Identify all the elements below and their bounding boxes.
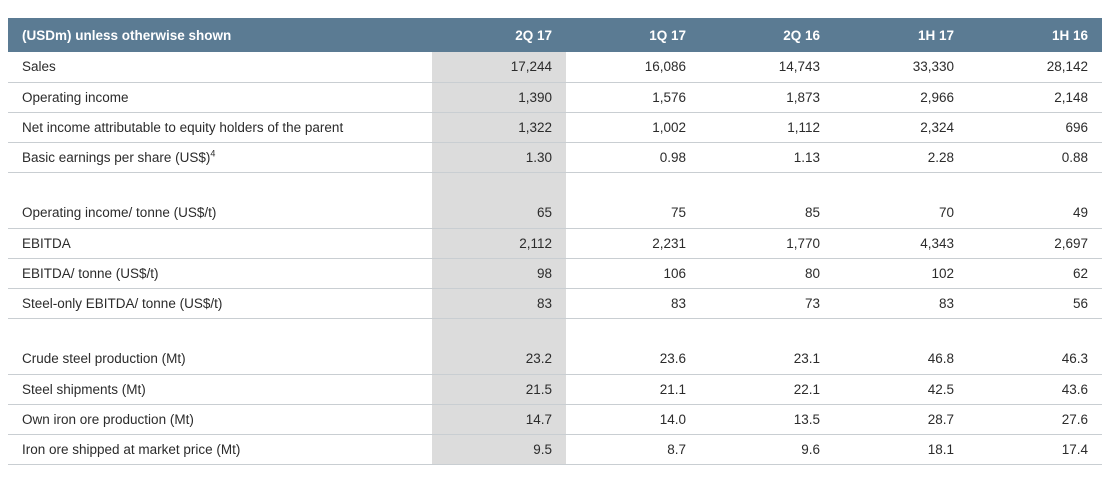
data-cell: 65 (432, 198, 566, 228)
footnote-marker: 4 (210, 148, 216, 158)
data-cell: 9.5 (432, 434, 566, 464)
data-cell: 9.6 (700, 434, 834, 464)
data-cell: 2,697 (968, 228, 1102, 258)
data-cell: 83 (834, 288, 968, 318)
spacer-cell (566, 172, 700, 198)
column-header-2q17: 2Q 17 (432, 18, 566, 52)
data-cell: 2,148 (968, 82, 1102, 112)
row-label: Steel shipments (Mt) (8, 374, 432, 404)
table-row (8, 374, 1102, 404)
row-label: Operating income (8, 82, 432, 112)
table-row (8, 288, 1102, 318)
data-cell: 70 (834, 198, 968, 228)
table-row (8, 404, 1102, 434)
data-cell: 14,743 (700, 52, 834, 82)
data-cell: 33,330 (834, 52, 968, 82)
row-label: Iron ore shipped at market price (Mt) (8, 434, 432, 464)
table-row (8, 112, 1102, 142)
data-cell: 23.1 (700, 344, 834, 374)
data-cell: 49 (968, 198, 1102, 228)
spacer-cell (566, 318, 700, 344)
data-cell: 83 (432, 288, 566, 318)
data-cell: 2,112 (432, 228, 566, 258)
data-cell: 62 (968, 258, 1102, 288)
spacer-cell (834, 318, 968, 344)
table-spacer-row (8, 172, 1102, 198)
column-header-label: (USDm) unless otherwise shown (8, 18, 432, 52)
data-cell: 43.6 (968, 374, 1102, 404)
row-label: Basic earnings per share (US$)$^4$ (8, 142, 432, 172)
data-cell: 13.5 (700, 404, 834, 434)
data-cell: 14.0 (566, 404, 700, 434)
data-cell: 46.8 (834, 344, 968, 374)
data-cell: 56 (968, 288, 1102, 318)
data-cell: 23.2 (432, 344, 566, 374)
financial-summary-table (8, 18, 1102, 465)
data-cell: 73 (700, 288, 834, 318)
row-label: EBITDA (8, 228, 432, 258)
row-label: Operating income/ tonne (US$/t) (8, 198, 432, 228)
data-cell: 0.98 (566, 142, 700, 172)
table-body (8, 52, 1102, 464)
spacer-cell (834, 172, 968, 198)
data-cell: 8.7 (566, 434, 700, 464)
column-header-2q16: 2Q 16 (700, 18, 834, 52)
table-row (8, 344, 1102, 374)
data-cell: 1,322 (432, 112, 566, 142)
row-label: Sales (8, 52, 432, 82)
data-cell: 21.1 (566, 374, 700, 404)
table-row (8, 142, 1102, 172)
spacer-cell (432, 318, 566, 344)
data-cell: 1.13 (700, 142, 834, 172)
data-cell: 2,231 (566, 228, 700, 258)
data-cell: 102 (834, 258, 968, 288)
row-label: EBITDA/ tonne (US$/t) (8, 258, 432, 288)
data-cell: 106 (566, 258, 700, 288)
row-label: Crude steel production (Mt) (8, 344, 432, 374)
row-label: Steel-only EBITDA/ tonne (US$/t) (8, 288, 432, 318)
data-cell: 22.1 (700, 374, 834, 404)
data-cell: 42.5 (834, 374, 968, 404)
data-cell: 1,002 (566, 112, 700, 142)
data-cell: 2,324 (834, 112, 968, 142)
data-cell: 1,112 (700, 112, 834, 142)
data-cell: 16,086 (566, 52, 700, 82)
data-cell: 80 (700, 258, 834, 288)
spacer-cell (432, 172, 566, 198)
table-row (8, 258, 1102, 288)
spacer-cell (968, 172, 1102, 198)
data-cell: 85 (700, 198, 834, 228)
data-cell: 1,576 (566, 82, 700, 112)
table-row (8, 82, 1102, 112)
data-cell: 696 (968, 112, 1102, 142)
table-row (8, 52, 1102, 82)
spacer-cell (700, 318, 834, 344)
data-cell: 21.5 (432, 374, 566, 404)
table-row (8, 198, 1102, 228)
spacer-cell (968, 318, 1102, 344)
data-cell: 46.3 (968, 344, 1102, 374)
data-cell: 27.6 (968, 404, 1102, 434)
row-label (8, 172, 432, 198)
data-cell: 98 (432, 258, 566, 288)
table-header-row (8, 18, 1102, 52)
spacer-cell (700, 172, 834, 198)
data-cell: 28,142 (968, 52, 1102, 82)
data-cell: 1.30 (432, 142, 566, 172)
data-cell: 1,770 (700, 228, 834, 258)
data-cell: 1,390 (432, 82, 566, 112)
row-label (8, 318, 432, 344)
data-cell: 83 (566, 288, 700, 318)
table-row (8, 228, 1102, 258)
row-label: Net income attributable to equity holders of the parent (8, 112, 432, 142)
data-cell: 17,244 (432, 52, 566, 82)
row-label: Own iron ore production (Mt) (8, 404, 432, 434)
data-cell: 75 (566, 198, 700, 228)
data-cell: 28.7 (834, 404, 968, 434)
data-cell: 14.7 (432, 404, 566, 434)
data-cell: 1,873 (700, 82, 834, 112)
data-cell: 18.1 (834, 434, 968, 464)
column-header-1h16: 1H 16 (968, 18, 1102, 52)
data-cell: 2,966 (834, 82, 968, 112)
data-cell: 0.88 (968, 142, 1102, 172)
data-cell: 2.28 (834, 142, 968, 172)
table-spacer-row (8, 318, 1102, 344)
column-header-1h17: 1H 17 (834, 18, 968, 52)
data-cell: 4,343 (834, 228, 968, 258)
table-header (8, 18, 1102, 52)
table-row (8, 434, 1102, 464)
column-header-1q17: 1Q 17 (566, 18, 700, 52)
data-cell: 17.4 (968, 434, 1102, 464)
data-cell: 23.6 (566, 344, 700, 374)
